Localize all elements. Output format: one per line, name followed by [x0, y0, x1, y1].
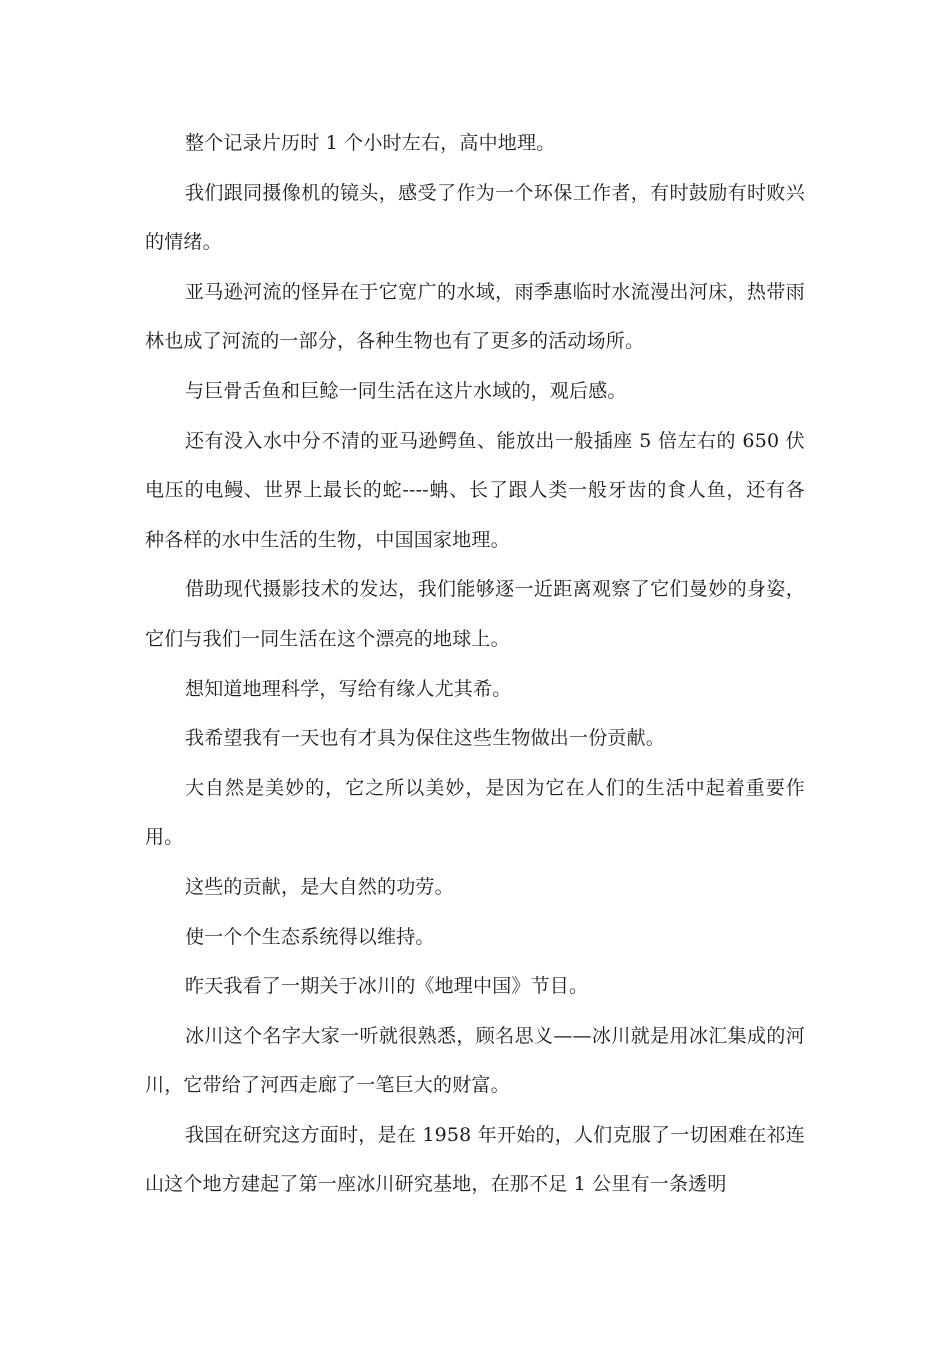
paragraph: 借助现代摄影技术的发达，我们能够逐一近距离观察了它们曼妙的身姿，它们与我们一同生活在这个漂亮的地球上。	[145, 578, 805, 650]
paragraph: 冰川这个名字大家一听就很熟悉，顾名思义——冰川就是用冰汇集成的河川，它带给了河西走廊了一笔巨大的财富。	[145, 1024, 805, 1097]
paragraph: 这些的贡献，是大自然的功劳。	[185, 875, 454, 898]
paragraph: 与巨骨舌鱼和巨鲶一同生活在这片水域的，观后感。	[185, 379, 627, 402]
paragraph: 大自然是美妙的，它之所以美妙，是因为它在人们的生活中起着重要作用。	[145, 776, 805, 849]
paragraph: 还有没入水中分不清的亚马逊鳄鱼、能放出一般插座 5 倍左右的 650 伏电压的电鳗、世界上最长的蛇----蚺、长了跟人类一般牙齿的食人鱼，还有各种各样的水中生活的生物，中国国家地理。	[145, 429, 805, 551]
paragraph: 亚马逊河流的怪异在于它宽广的水域，雨季惠临时水流漫出河床，热带雨林也成了河流的一部分，各种生物也有了更多的活动场所。	[145, 280, 805, 353]
paragraph: 整个记录片历时 1 个小时左右，高中地理。	[185, 132, 556, 154]
paragraph: 我国在研究这方面时，是在 1958 年开始的，人们克服了一切困难在祁连山这个地方建起了第一座冰川研究基地，在那不足 1 公里有一条透明	[145, 1123, 805, 1196]
paragraph: 我希望我有一天也有才具为保住这些生物做出一份贡献。	[185, 727, 666, 750]
paragraph: 想知道地理科学，写给有缘人尤其希。	[185, 677, 512, 700]
paragraph: 我们跟同摄像机的镜头，感受了作为一个环保工作者，有时鼓励有时败兴的情绪。	[145, 181, 805, 254]
paragraph: 使一个个生态系统得以维持。	[185, 925, 435, 948]
document-body	[145, 119, 805, 1210]
paragraph: 昨天我看了一期关于冰川的《地理中国》节目。	[185, 975, 589, 998]
